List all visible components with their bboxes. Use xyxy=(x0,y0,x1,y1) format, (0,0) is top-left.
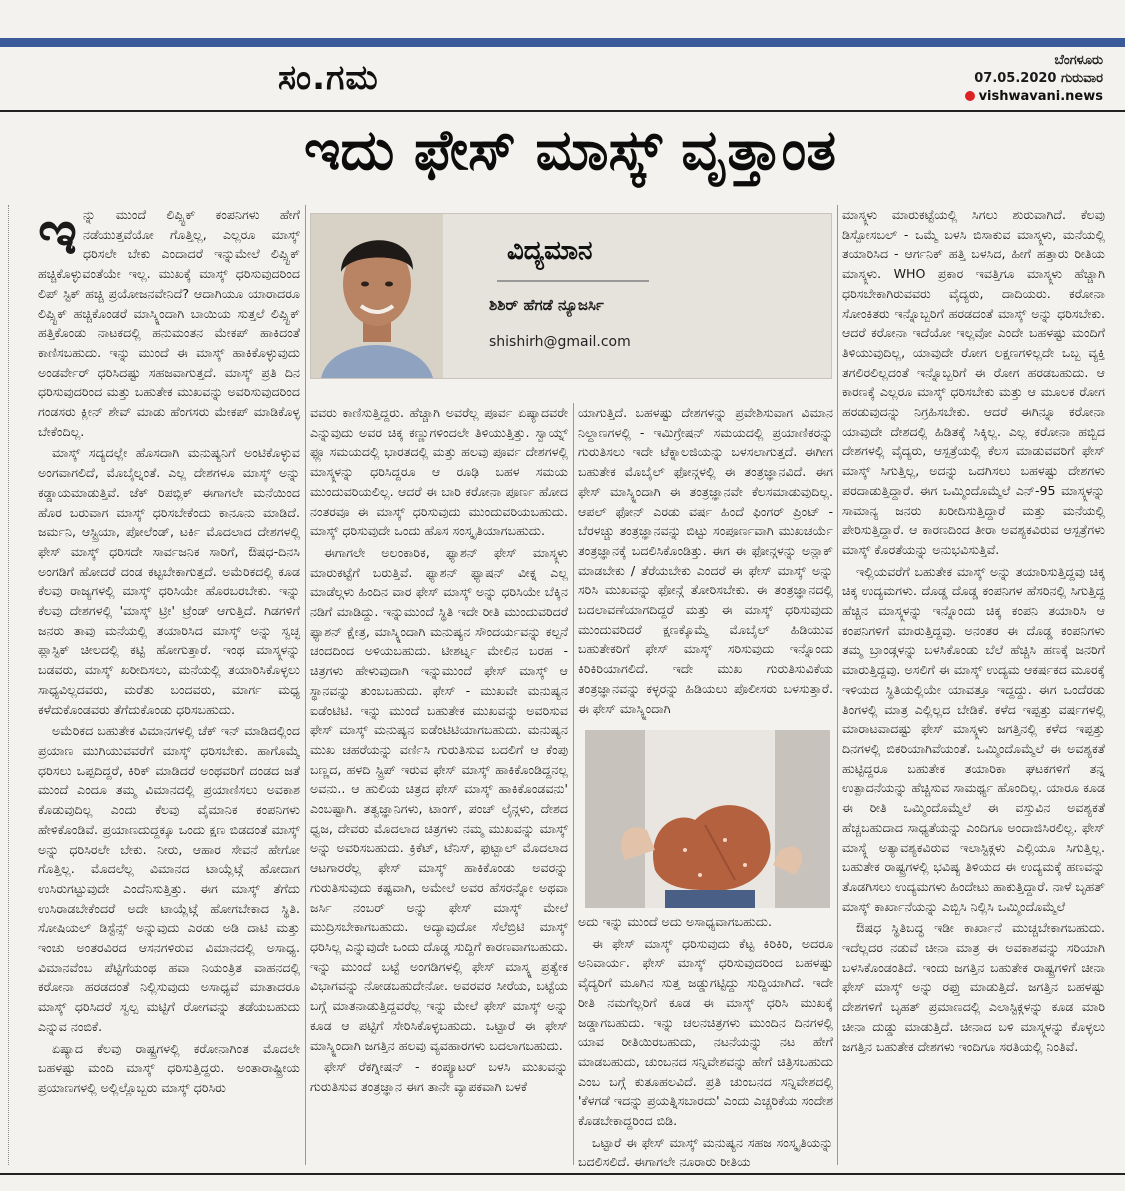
section-name: ಸಂ.ಗಮ xyxy=(278,58,379,98)
article-paragraph: ಈ ಫೇಸ್ ಮಾಸ್ಕ್ ಧರಿಸುವುದು ಕೆಟ್ಟ ಕಿರಿಕಿರಿ, ಅದರೂ ಅನಿವಾರ್ಯ. ಫೇಸ್ ಮಾಸ್ಕ್ ಧರಿಸುವುದರಿಂದ ಬಹಳಷ್ಟು ವೈದ್ಯರಿಗೆ ಮೂಗಿನ ಸುತ್ತ ಜಡ್ಡುಗಟ್ಟಿದ್ದು ಸುದ್ದಿಯಾಗಿದೆ. ಇದೇ ರೀತಿ ನಮಗೆಲ್ಲರಿಗೆ ಕೂಡ ಈ ಮಾಸ್ಕ್ ಧರಿಸಿ ಮುಖಕ್ಕೆ ಜಡ್ಡಾಗಬಹುದು. ಇನ್ನು ಚಲನಚಿತ್ರಗಳು ಮುಂದಿನ ದಿನಗಳಲ್ಲಿ ಯಾವ ರೀತಿಯಿರಬಹುದು, ನಟನೆಯನ್ನು ನಟ ಹೇಗೆ ಮಾಡಬಹುದು, ಚುಂಬನದ ಸನ್ನಿವೇಶವನ್ನು ಹೇಗೆ ಚಿತ್ರಿಸಬಹುದು ಎಂಬ ಬಗ್ಗೆ ಕುತೂಹಲವಿದೆ. ಪ್ರತಿ ಚುಂಬನದ ಸನ್ನಿವೇಶದಲ್ಲಿ 'ಕೆಳಗಡೆ ಇದನ್ನು ಪ್ರಯತ್ನಿಸಬಾರದು' ಎಂದು ಎಚ್ಚರಿಕೆಯ ಸಂದೇಶ ಕೊಡಬೇಕಾದ್ದರಿಂದ ಬಿಡಿ. xyxy=(578,935,833,1129)
column-divider xyxy=(573,403,574,1165)
article-paragraph: ಏಷ್ಯಾದ ಕೆಲವು ರಾಷ್ಟ್ರಗಳಲ್ಲಿ ಕರೋನಾಗಿಂತ ಮೊದಲೇ ಬಹಳಷ್ಟು ಮಂದಿ ಮಾಸ್ಕ್ ಧರಿಸುತ್ತಿದ್ದರು. ಅಂತಾರಾಷ್ಟ್ರೀಯ ಪ್ರಯಾಣಗಳಲ್ಲಿ ಅಲ್ಲಿಲ್ಲೊಬ್ಬರು ಮಾಸ್ಕ್ ಧರಿಸಿರು xyxy=(38,1040,300,1095)
article-paragraph: ಇಲ್ಲಿಯವರೆಗೆ ಬಹುತೇಕ ಮಾಸ್ಕ್ ಅನ್ನು ತಯಾರಿಸುತ್ತಿದ್ದವು ಚಿಕ್ಕ ಚಿಕ್ಕ ಉದ್ಯಮಗಳು. ದೊಡ್ಡ ದೊಡ್ಡ ಕಂಪನಿಗಳ ಹೆಸರಿನಲ್ಲಿ ಸಿಗುತ್ತಿದ್ದ ಹೆಚ್ಚಿನ ಮಾಸ್ಕ್ಗಳನ್ನು ಇನ್ನೊಂದು ಚಿಕ್ಕ ಕಂಪನಿ ತಯಾರಿಸಿ ಆ ಕಂಪನಿಗಳಿಗೆ ಮಾರುತ್ತಿದ್ದವು. ಅನಂತರ ಈ ದೊಡ್ಡ ಕಂಪನಿಗಳು ತಮ್ಮ ಬ್ರಾಂಡ್ಗಳನ್ನು ಬಳಸಿಕೊಂಡು ಬೆಲೆ ಹೆಚ್ಚಿಸಿ ಹಣಕ್ಕೆ ಜನರಿಗೆ ಮಾರುತ್ತಿದ್ದವು. ಅಸಲಿಗೆ ಈ ಮಾಸ್ಕ್ ಉದ್ಯಮ ಆಕರ್ಷಕದ ಮೂರಕ್ಕೆ ಇಳಿಯದ ಸ್ಥಿತಿಯಲ್ಲಿಯೇ ಯಾವತ್ತೂ ಇದ್ದದ್ದು. ಈಗ ಒಂದೆರಡು ತಿಂಗಳಲ್ಲಿ ಮಾತ್ರ ಎಲ್ಲಿಲ್ಲದ ಬೇಡಿಕೆ. ಕಳೆದ ಇಪ್ಪತ್ತು ವರ್ಷಗಳಲ್ಲಿ ಮಾರಾಟವಾದಷ್ಟು ಫೇಸ್ ಮಾಸ್ಕ್ಗಳು ಜಗತ್ತಿನಲ್ಲಿ ಕಳೆದ ಇಪ್ಪತ್ತು ದಿನಗಳಲ್ಲಿ ಬಿಕರಿಯಾಗಿವೆಯಂತೆ. ಒಮ್ಮಿಂದೊಮ್ಮೆಲೆ ಈ ಅವಶ್ಯಕತೆ ಹುಟ್ಟಿದ್ದರೂ ಬಹುತೇಕ ತಯಾರಿಕಾ ಘಟಕಗಳಿಗೆ ತನ್ನ ಉತ್ಪಾದನೆಯನ್ನು ಹೆಚ್ಚಿಸುವ ಸಾಮರ್ಥ್ಯ ಹೊಂದಿಲ್ಲ. ಯಾರೂ ಕೂಡ ಈ ರೀತಿ ಒಮ್ಮಿಂದೊಮ್ಮೆಲೆ ಈ ವಸ್ತುವಿನ ಅವಶ್ಯಕತೆ ಹೆಚ್ಚಬಹುದಾದ ಸಾಧ್ಯತೆಯನ್ನು ಎಂದಿಗೂ ಅಂದಾಜಿಸಿರಲಿಲ್ಲ. ಫೇಸ್ ಮಾಸ್ಕ್ಗೆ ಅತ್ಯಾವಶ್ಯಕವಿರುವ ಇಲಾಸ್ಟಿಕ್ಗಳು ಎಲ್ಲಿಯೂ ಸಿಗುತ್ತಿಲ್ಲ. ಬಹುತೇಕ ರಾಷ್ಟ್ರಗಳಲ್ಲಿ ಭವಿಷ್ಯ ತಿಳಿಯದ ಈ ಉದ್ಯಮಕ್ಕೆ ಹಣವನ್ನು ತೊಡಗಿಸಲು ಉದ್ಯಮಗಳು ಹಿಂದೇಟು ಹಾಕುತ್ತಿದ್ದಾರೆ. ನಾಳೆ ಬೃಹತ್ ಮಾಸ್ಕ್ ಕಾರ್ಖಾನೆಯನ್ನು ಎಬ್ಬಿಸಿ ನಿಲ್ಲಿಸಿ ಒಮ್ಮಿಂದೊಮ್ಮೆಲೆ xyxy=(842,563,1105,914)
site-link[interactable] xyxy=(965,88,1103,106)
article-paragraph: ಯಾಗುತ್ತಿದೆ. ಬಹಳಷ್ಟು ದೇಶಗಳನ್ನು ಪ್ರವೇಶಿಸುವಾಗ ವಿಮಾನ ನಿಲ್ದಾಣಗಳಲ್ಲಿ - ಇಮಿಗ್ರೇಷನ್ ಸಮಯದಲ್ಲಿ ಪ್ರಯಾಣಿಕರನ್ನು ಗುರುತಿಸಲು ಇದೇ ಟೆಕ್ನಾಲಜಿಯನ್ನು ಬಳಸಲಾಗುತ್ತದೆ. ಈಗೀಗ ಬಹುತೇಕ ಮೊಬೈಲ್ ಫೋನ್ಗಳಲ್ಲಿ ಈ ತಂತ್ರಜ್ಞಾನವಿದೆ. ಈಗ ಫೇಸ್ ಮಾಸ್ಕ್ನಿಂದಾಗಿ ಈ ತಂತ್ರಜ್ಞಾನವೇ ಕೆಲಸಮಾಡುವುದಿಲ್ಲ. ಆಪಲ್ ಫೋನ್ ಎರಡು ವರ್ಷ ಹಿಂದೆ ಫಿಂಗರ್ ಪ್ರಿಂಟ್ - ಬೆರಳಚ್ಚು ತಂತ್ರಜ್ಞಾನವನ್ನು ಬಿಟ್ಟು ಸಂಪೂರ್ಣವಾಗಿ ಮುಖಚರ್ಯೆ ತಂತ್ರಜ್ಞಾನಕ್ಕೆ ಬದಲಿಸಿಕೊಂಡಿತ್ತು. ಈಗ ಈ ಫೋನ್ಗಳನ್ನು ಅನ್ಲಾಕ್ ಮಾಡಬೇಕು / ತೆರೆಯಬೇಕು ಎಂದರೆ ಈ ಫೇಸ್ ಮಾಸ್ಕ್ ಅನ್ನು ಸರಿಸಿ ಮುಖವನ್ನು ಫೋನ್ಗೆ ತೋರಿಸಬೇಕು. ಈ ತಂತ್ರಜ್ಞಾನದಲ್ಲಿ ಬದಲಾವಣೆಯಾಗದಿದ್ದರೆ ಮತ್ತು ಈ ಮಾಸ್ಕ್ ಧರಿಸುವುದು ಮುಂದುವರಿದರೆ ಕ್ಷಣಕ್ಕೊಮ್ಮೆ ಮೊಬೈಲ್ ಹಿಡಿಯುವ ಬಹುತೇಕರಿಗೆ ಫೇಸ್ ಮಾಸ್ಕ್ ಸರಿಸುವುದು ಇನ್ನೊಂದು ಕಿರಿಕಿರಿಯಾಗಲಿದೆ. ಇದೇ ಮುಖ ಗುರುತಿಸುವಿಕೆಯ ತಂತ್ರಜ್ಞಾನವನ್ನು ಕಳ್ಳರನ್ನು ಹಿಡಿಯಲು ಪೊಲೀಸರು ಬಳಸುತ್ತಾರೆ. ಈ ಫೇಸ್ ಮಾಸ್ಕ್ನಿಂದಾಗಿ xyxy=(578,405,833,716)
article-column-3-top xyxy=(578,403,833,721)
article-column-3-bottom xyxy=(578,912,833,1172)
column-name-underline xyxy=(497,280,649,282)
article-paragraph: ವವರು ಕಾಣಿಸುತ್ತಿದ್ದರು. ಹೆಚ್ಚಾಗಿ ಅವರೆಲ್ಲ ಪೂರ್ವ ಏಷ್ಯಾದವರೇ ಎನ್ನುವುದು ಅವರ ಚಿಕ್ಕ ಕಣ್ಣುಗಳಿಂದಲೇ ತಿಳಿಯುತ್ತಿತ್ತು. ಸ್ವಾಯ್ನ್ ಫ್ಲೂ ಸಮಯದಲ್ಲಿ ಭಾರತದಲ್ಲಿ ಮತ್ತು ಹಲವು ಪೂರ್ವ ದೇಶಗಳಲ್ಲಿ ಮಾಸ್ಕ್ಗಳನ್ನು ಧರಿಸಿದ್ದರೂ ಆ ರೂಢಿ ಬಹಳ ಸಮಯ ಮುಂದುವರಿಯಲಿಲ್ಲ. ಆದರೆ ಈ ಬಾರಿ ಕರೋನಾ ಪೂರ್ಣ ಹೋದ ನಂತರವೂ ಈ ಮಾಸ್ಕ್ ಧರಿಸುವುದು ಮುಂದುವರಿಯಬಹುದು. ಮಾಸ್ಕ್ ಧರಿಸುವುದೇ ಒಂದು ಹೊಸ ಸಂಸ್ಕೃತಿಯಾಗಬಹುದು. xyxy=(310,405,568,539)
article-column-4 xyxy=(842,205,1105,1165)
article-paragraph: ಮಾಸ್ಕ್ ಸದ್ಯದಲ್ಲೇ ಹೊಸದಾಗಿ ಮನುಷ್ಯನಿಗೆ ಅಂಟಿಕೊಳ್ಳುವ ಅಂಗವಾಗಲಿದೆ, ಮೊಬೈಲ್ನಂತೆ. ಎಲ್ಲ ದೇಶಗಳೂ ಮಾಸ್ಕ್ ಅನ್ನು ಕಡ್ಡಾಯಮಾಡುತ್ತಿವೆ. ಜೆಕ್ ರಿಪಬ್ಲಿಕ್ ಈಗಾಗಲೇ ಮನೆಯಿಂದ ಹೊರ ಬರುವಾಗ ಮಾಸ್ಕ್ ಧರಿಸಬೇಕೆಂದು ಕಾನೂನು ಮಾಡಿದೆ. ಜರ್ಮನಿ, ಆಸ್ಟ್ರಿಯಾ, ಪೋಲೆಂಡ್, ಟರ್ಕಿ ಮೊದಲಾದ ದೇಶಗಳಲ್ಲಿ ಫೇಸ್ ಮಾಸ್ಕ್ ಧರಿಸದೇ ಸಾರ್ವಜನಿಕ ಸಾರಿಗೆ, ಔಷಧ-ದಿನಸಿ ಅಂಗಡಿಗೆ ಹೋದರೆ ದಂಡ ಕಟ್ಟಬೇಕಾಗುತ್ತದೆ. ಅಮೆರಿಕದಲ್ಲಿ ಕೂಡ ಕೆಲವು ರಾಜ್ಯಗಳಲ್ಲಿ ಮಾಸ್ಕ್ ಧರಿಸಿಯೇ ಹೊರಬರಬೇಕು. ಇನ್ನು ಕೆಲವು ದೇಶಗಳಲ್ಲಿ 'ಮಾಸ್ಕ್ ಟ್ರೀ' ಟ್ರೆಂಡ್ ಆಗುತ್ತಿದೆ. ಗಿಡಗಳಿಗೆ ಜನರು ತಾವು ಮನೆಯಲ್ಲಿ ತಯಾರಿಸಿದ ಮಾಸ್ಕ್ ಅನ್ನು ಸ್ವಚ್ಛ ಪ್ಲಾಸ್ಟಿಕ್ ಚೀಲದಲ್ಲಿ ಕಟ್ಟಿ ಹೋಗುತ್ತಾರೆ. ಇಂಥ ಮಾಸ್ಕ್ಗಳನ್ನು ಬಡವರು, ಮಾಸ್ಕ್ ಖರೀದಿಸಲು, ಮನೆಯಲ್ಲಿ ತಯಾರಿಸಿಕೊಳ್ಳಲು ಸಾಧ್ಯವಿಲ್ಲದವರು, ಮರೆತು ಬಂದವರು, ಮಾರ್ಗ ಮಧ್ಯ ಕಳೆದುಕೊಂಡವರು ತೆಗೆದುಕೊಂಡು ಧರಿಸಬಹುದು. xyxy=(38,445,300,717)
headline: ಇದು ಫೇಸ್ ಮಾಸ್ಕ್ ವೃತ್ತಾಂತ xyxy=(303,118,837,183)
article-paragraph: ಅದು ಇನ್ನು ಮುಂದೆ ಅದು ಅಸಾಧ್ಯವಾಗಬಹುದು. xyxy=(578,914,773,929)
article-paragraph: ಈಗಾಗಲೇ ಅಲಂಕಾರಿಕ, ಫ್ಯಾಶನ್ ಫೇಸ್ ಮಾಸ್ಕ್ಗಳು ಮಾರುಕಟ್ಟೆಗೆ ಬರುತ್ತಿವೆ. ಫ್ಯಾಶನ್ ಫ್ಯಾಷನ್ ವೀಕ್ನ ಎಲ್ಲ ಮಾಡೆಲ್ಗಳು ಹಿಂದಿನ ವಾರ ಫೇಸ್ ಮಾಸ್ಕ್ ಅನ್ನು ಧರಿಸಿಯೇ ಬೆಕ್ಕಿನ ನಡಿಗೆ ಮಾಡಿದ್ದು. ಇನ್ನುಮುಂದೆ ಸ್ಥಿತಿ ಇದೇ ರೀತಿ ಮುಂದುವರಿದರೆ ಫ್ಯಾಶನ್ ಕ್ಷೇತ್ರ, ಮಾಸ್ಕ್ನಿಂದಾಗಿ ಮನುಷ್ಯನ ಸೌಂದರ್ಯವನ್ನು ಕಲ್ಪನೆ ಚಂದದಿಂದ ಅಳಿಯಬಹುದು. ಟೀಶರ್ಟ್ನ ಮೇಲಿನ ಬರಹ - ಚಿತ್ರಗಳು ಹೇಳುವುದಾಗಿ ಇನ್ನುಮುಂದೆ ಫೇಸ್ ಮಾಸ್ಕ್ ಆ ಸ್ಥಾನವನ್ನು ತುಂಬಬಹುದು. ಫೇಸ್ - ಮುಖವೇ ಮನುಷ್ಯನ ಐಡೆಂಟಿಟಿ. ಇನ್ನು ಮುಂದೆ ಬಹುತೇಕ ಮುಖವನ್ನು ಅವರಿಸುವ ಫೇಸ್ ಮಾಸ್ಕ್ ಮನುಷ್ಯನ ಐಡೆಂಟಿಟಿಯಾಗಬಹುದು. ಮನುಷ್ಯನ ಮುಖ ಚಹರೆಯನ್ನು ವರ್ಣಿಸಿ ಗುರುತಿಸುವ ಬದಲಿಗೆ ಆ ಕೆಂಪು ಬಣ್ಣದ, ಹಳದಿ ಸ್ಟ್ರಿಪ್ ಇರುವ ಫೇಸ್ ಮಾಸ್ಕ್ ಹಾಕಿಕೊಂಡಿದ್ದನಲ್ಲ ಅವನು.. ಆ ಹುಲಿಯ ಚಿತ್ರದ ಫೇಸ್ ಮಾಸ್ಕ್ ಹಾಕಿಕೊಂಡವನು' ಎಂಬಷ್ಟಾಗಿ. ತತ್ವಜ್ಞಾನಿಗಳು, ಟಾಂಗ್, ಪಂಚ್ ಲೈನ್ಗಳು, ದೇಶದ ಧ್ವಜ, ದೇವರು ಮೊದಲಾದ ಚಿತ್ರಗಳು ನಮ್ಮ ಮುಖವನ್ನು ಮಾಸ್ಕ್ ಅನ್ನು ಅವರಿಸಬಹುದು. ಕ್ರಿಕೆಟ್, ಟೆನಿಸ್, ಫುಟ್ಬಾಲ್ ಮೊದಲಾದ ಆಟಗಾರರೆಲ್ಲ ಫೇಸ್ ಮಾಸ್ಕ್ ಹಾಕಿಕೊಂಡು ಅವರನ್ನು ಗುರುತಿಸುವುದು ಕಷ್ಟವಾಗಿ, ಅಮೇಲೆ ಅವರ ಹೆಸರನ್ನೋ ಅಥವಾ ಜರ್ಸಿ ನಂಬರ್ ಅನ್ನು ಫೇಸ್ ಮಾಸ್ಕ್ ಮೇಲೆ ಮುದ್ರಿಸಬೇಕಾಗಬಹುದು. ಅದ್ಯಾವುದೋ ಸೆಲೆಬ್ರಿಟಿ ಮಾಸ್ಕ್ ಧರಿಸಿಲ್ಲ ಎನ್ನುವುದೇ ಒಂದು ದೊಡ್ಡ ಸುದ್ದಿಗೆ ಕಾರಣವಾಗಬಹುದು. ಇನ್ನು ಮುಂದೆ ಬಟ್ಟೆ ಅಂಗಡಿಗಳಲ್ಲಿ ಫೇಸ್ ಮಾಸ್ಕ್ನ ಪ್ರತ್ಯೇಕ ವಿಭಾಗವನ್ನು ನೋಡಬಹುದೇನೋ. ಅವರವರ ಸೀರೆಯ, ಬಟ್ಟೆಯ ಬಗ್ಗೆ ಮಾತನಾಡುತ್ತಿದ್ದವರೆಲ್ಲ ಇನ್ನು ಮೇಲೆ ಫೇಸ್ ಮಾಸ್ಕ್ ಅನ್ನು ಕೂಡ ಆ ಪಟ್ಟಿಗೆ ಸೇರಿಸಿಕೊಳ್ಳಬಹುದು. ಒಟ್ಟಾರೆ ಈ ಫೇಸ್ ಮಾಸ್ಕ್ನಿಂದಾಗಿ ಜಗತ್ತಿನ ಹಲವು ವ್ಯವಹಾರಗಳು ಬದಲಾಗಬಹುದು. xyxy=(310,544,568,1053)
article-paragraph: ಒಟ್ಟಾರೆ ಈ ಫೇಸ್ ಮಾಸ್ಕ್ ಮನುಷ್ಯನ ಸಹಜ ಸಂಸ್ಕೃತಿಯನ್ನು ಬದಲಿಸಲಿದೆ. ಈಗಾಗಲೇ ನೂರಾರು ರೀತಿಯ xyxy=(578,1134,833,1170)
header-divider xyxy=(0,110,1125,112)
author-portrait xyxy=(311,214,443,378)
masthead-meta xyxy=(965,52,1103,106)
city-label: ಬೆಂಗಳೂರು xyxy=(1054,53,1103,68)
adjacent-page-edge xyxy=(0,205,9,1165)
date-label: 07.05.2020 ಗುರುವಾರ xyxy=(974,71,1103,86)
top-color-bar xyxy=(0,38,1125,47)
face-mask-photo xyxy=(585,730,830,908)
article-paragraph: ಮಾಸ್ಕ್ಗಳು ಮಾರುಕಟ್ಟೆಯಲ್ಲಿ ಸಿಗಲು ಶುರುವಾಗಿದೆ. ಕೆಲವು ಡಿಸ್ಪೋಸಬಲ್ - ಒಮ್ಮೆ ಬಳಸಿ ಬಿಸಾಕುವ ಮಾಸ್ಕ್ಗಳು, ಮನೆಯಲ್ಲಿ ತಯಾರಿಸಿದ - ಆರ್ಗನಿಕ್ ಹತ್ತಿ ಬಳಸಿದ, ಹೀಗೆ ಹತ್ತಾರು ರೀತಿಯ ಮಾಸ್ಕ್ಗಳು. WHO ಪ್ರಕಾರ ಇವತ್ತಿಗೂ ಮಾಸ್ಕ್ಗಳು ಹೆಚ್ಚಾಗಿ ಧರಿಸಬೇಕಾಗಿರುವವರು ವೈದ್ಯರು, ದಾದಿಯರು. ಕರೋನಾ ಸೋಂಕಿತರು ಇನ್ನೊಬ್ಬರಿಗೆ ಹರಡದಂತೆ ಮಾಸ್ಕ್ ಅನ್ನು ಧರಿಸಬೇಕು. ಆದರೆ ಕರೋನಾ ಇದೆಯೋ ಇಲ್ಲವೋ ಎಂದೇ ಬಹಳಷ್ಟು ಮಂದಿಗೆ ತಿಳಿಯುವುದಿಲ್ಲ, ಯಾವುದೇ ರೋಗ ಲಕ್ಷಣಗಳಿಲ್ಲದೇ ಒಬ್ಬ ವ್ಯಕ್ತಿ ತಗಲಿರಲಿಲ್ಲದಂತೆ ಇನ್ನೊಬ್ಬರಿಗೆ ಈ ರೋಗ ಹರಡಬಹುದು. ಆ ಕಾರಣಕ್ಕೆ ಎಲ್ಲರೂ ಮಾಸ್ಕ್ ಧರಿಸಬೇಕು ಮತ್ತು ಆ ಮೂಲಕ ರೋಗ ಹರಡುವುದನ್ನು ನಿಗ್ರಹಿಸಬೇಕು. ಆದರೆ ಈಗಿನ್ನೂ ಕರೋನಾ ಯಾವುದೇ ದೇಶದಲ್ಲಿ ಹಿಡಿತಕ್ಕೆ ಸಿಕ್ಕಿಲ್ಲ. ಎಲ್ಲ ಕರೋನಾ ಹಬ್ಬಿದ ದೇಶಗಳಲ್ಲಿ ವೈದ್ಯರು, ಆಸ್ಪತ್ರೆಯಲ್ಲಿ ಕೆಲಸ ಮಾಡುವವರಿಗೆ ಫೇಸ್ ಮಾಸ್ಕ್ ಸಿಗುತ್ತಿಲ್ಲ, ಅದನ್ನು ಒದಗಿಸಲು ಬಹಳಷ್ಟು ದೇಶಗಳು ಪರದಾಡುತ್ತಿದ್ದಾರೆ. ಈಗ ಒಮ್ಮಿಂದೊಮ್ಮೆಲೆ ಎನ್-95 ಮಾಸ್ಕ್ಗಳನ್ನು ಸಾಮಾನ್ಯ ಜನರು ಖರೀದಿಸುತ್ತಿದ್ದಾರೆ ಮತ್ತು ಮನೆಯಲ್ಲಿ ಪೇರಿಸುತ್ತಿದ್ದಾರೆ. ಆ ಕಾರಣದಿಂದ ತೀರಾ ಅವಶ್ಯಕವಿರುವ ಆಸ್ಪತ್ರೆಗಳು ಮಾಸ್ಕ್ ಕೊರತೆಯನ್ನು ಅನುಭವಿಸುತ್ತಿವೆ. xyxy=(842,207,1105,557)
column-divider xyxy=(837,205,838,1165)
article-paragraph: ಅಮೆರಿಕದ ಬಹುತೇಕ ವಿಮಾನಗಳಲ್ಲಿ ಚೆಕ್ ಇನ್ ಮಾಡಿದಲ್ಲಿಂದ ಪ್ರಯಾಣ ಮುಗಿಯುವವರೆಗೆ ಮಾಸ್ಕ್ ಧರಿಸಬೇಕು. ಹಾಗೊಮ್ಮೆ ಧರಿಸಲು ಒಪ್ಪದಿದ್ದರೆ, ಕಿರಿಕ್ ಮಾಡಿದರೆ ಅಂಥವರಿಗೆ ದಂಡದ ಜತೆ ಮುಂದೆ ಎಂದೂ ತಮ್ಮ ವಿಮಾನದಲ್ಲಿ ಪ್ರಯಾಣಿಸಲು ಅವಕಾಶ ಕೊಡುವುದಿಲ್ಲ ಎಂದು ಕೆಲವು ವೈಮಾನಿಕ ಕಂಪನಿಗಳು ಹೇಳಿಕೊಂಡಿವೆ. ಪ್ರಯಾಣದುದ್ದಕ್ಕೂ ಒಂದು ಕ್ಷಣ ಬಿಡದಂತೆ ಮಾಸ್ಕ್ ಅನ್ನು ಧರಿಸಿರಲೇ ಬೇಕು. ನೀರು, ಆಹಾರ ಸೇವನೆ ಹೇಗೋ ಗೊತ್ತಿಲ್ಲ. ಮೊದಲೆಲ್ಲ ವಿಮಾನದ ಟಾಯ್ಲೆಟ್ಗೆ ಹೋದಾಗ ಉಸಿರುಗಟ್ಟುವುದೇ ಎಂದೆನಿಸುತ್ತಿತ್ತು. ಈಗ ಮಾಸ್ಕ್ ತೆಗೆದು ಉಸಿರಾಡಬೇಕೆಂದರೆ ಅದೇ ಟಾಯ್ಲೆಟ್ಗೆ ಹೋಗಬೇಕಾದ ಸ್ಥಿತಿ. ಸೋಷಿಯಲ್ ಡಿಸ್ಟೆನ್ಸ್ ಅನ್ನುವುದು ಎರಡು ಅಡಿ ದಾಟಿ ಮತ್ತು ಇಂಚು ಅಂತರವಿರದ ಆಸನಗಳಿರುವ ವಿಮಾನದಲ್ಲಿ ಅಸಾಧ್ಯ. ವಿಮಾನವೆಂಬ ಪೆಟ್ಟಿಗೆಯಂಥ ಹವಾ ನಿಯಂತ್ರಿತ ವಾಹನದಲ್ಲಿ ಕರೋನಾ ಹರಡದಂತೆ ನಿಲ್ಲಿಸುವುದು ಅಸಾಧ್ಯವೆ ಮಾತಾದರೂ ಮಾಸ್ಕ್ ಧರಿಸಿದರೆ ಸ್ವಲ್ಪ ಮಟ್ಟಿಗೆ ರೋಗವನ್ನು ತಡೆಯಬಹುದು ಎನ್ನುವ ನಂಬಿಕೆ. xyxy=(38,723,300,1034)
column-divider xyxy=(305,205,306,1165)
article-column-2 xyxy=(310,403,568,1165)
column-name: ವಿದ್ಯಮಾನ xyxy=(507,236,593,266)
article-paragraph: ಇನ್ನು ಮುಂದೆ ಲಿಪ್ಸ್ಟಿಕ್ ಕಂಪನಿಗಳು ಹೇಗೆ ನಡೆಯುತ್ತವೆಯೋ ಗೊತ್ತಿಲ್ಲ, ಎಲ್ಲರೂ ಮಾಸ್ಕ್ ಧರಿಸಲೇ ಬೇಕು ಎಂದಾದರೆ ಇನ್ನುಮೇಲೆ ಲಿಪ್ಸ್ಟಿಕ್ ಹಚ್ಚಿಕೊಳ್ಳುವಂತೆಯೇ ಇಲ್ಲ. ಮುಖಕ್ಕೆ ಮಾಸ್ಕ್ ಧರಿಸುವುದರಿಂದ ಲಿಪ್ ಸ್ಟಿಕ್ ಹಚ್ಚಿ ಪ್ರಯೋಜನವೇನಿದೆ? ಆದಾಗಿಯೂ ಯಾರಾದರೂ ಲಿಪ್ಸ್ಟಿಕ್ ಹಚ್ಚಿಕೊಂಡರೆ ಮಾಸ್ಕ್ನಿಂದಾಗಿ ಬಾಯಿಯ ಸುತ್ತಲೆ ಲಿಪ್ಸ್ಟಿಕ್ ಹತ್ತಿಕೊಂಡು ನಾಟಕದಲ್ಲಿ ಹನುಮಂತನ ಮೇಕಪ್ ಹಾಕಿದಂತೆ ಕಾಣಿಸಬಹುದು. ಇನ್ನು ಮುಂದೆ ಈ ಮಾಸ್ಕ್ ಹಾಕಿಕೊಳ್ಳುವುದು ಅಂಡರ್ವೇರ್ ಧರಿಸಿದಷ್ಟು ಸಹಜವಾಗುತ್ತದೆ. ಮಾಸ್ಕ್ ಪ್ರತಿ ದಿನ ಧರಿಸುವುದರಿಂದ ಮತ್ತು ಬಹುತೇಕ ಮುಖವನ್ನು ಅವರಿಸುವುದರಿಂದ ಗಂಡಸರು ಕ್ಲೀನ್ ಶೇವ್ ಮಾಡು ಹೆಂಗಸರು ಮೇಕಪ್ ಮಾಡಿಕೊಳ್ಳ ಬೇಕೆಂದಿಲ್ಲ. xyxy=(38,205,300,439)
author-email[interactable]: shishirh@gmail.com xyxy=(489,334,631,350)
article-column-1 xyxy=(38,205,300,1165)
article-paragraph: ಔಷಧ ಸ್ಥಿತಿಬದ್ಧ ಇಡೀ ಕಾರ್ಖಾನೆ ಮುಚ್ಚಬೇಕಾಗಬಹುದು. ಇದೆಲ್ಲದರ ನಡುವೆ ಚೀನಾ ಮಾತ್ರ ಈ ಅವಕಾಶವನ್ನು ಸರಿಯಾಗಿ ಬಳಸಿಕೊಂಡಂತಿದೆ. ಇಂದು ಜಗತ್ತಿನ ಬಹುತೇಕ ರಾಷ್ಟ್ರಗಳಿಗೆ ಚೀನಾ ಫೇಸ್ ಮಾಸ್ಕ್ ಅನ್ನು ರಫ್ತು ಮಾಡುತ್ತಿದೆ. ಜಗತ್ತಿನ ಬಹಳಷ್ಟು ದೇಶಗಳಿಗೆ ಬೃಹತ್ ಪ್ರಮಾಣದಲ್ಲಿ ಎಲಾಸ್ಟಿಕ್ಗಳನ್ನು ಕೂಡ ಮಾರಿ ಚೀನಾ ದುಡ್ಡು ಮಾಡುತ್ತಿದೆ. ಚೀನಾದ ಬಳಿ ಮಾಸ್ಕ್ಗಳನ್ನು ಕೊಳ್ಳಲು ಜಗತ್ತಿನ ಬಹುತೇಕ ದೇಶಗಳು ಇಂದಿಗೂ ಸರತಿಯಲ್ಲಿ ನಿಂತಿವೆ. xyxy=(842,920,1105,1054)
article-paragraph: ಫೇಸ್ ರೆಕಗ್ನೀಷನ್ - ಕಂಪ್ಯೂಟರ್ ಬಳಸಿ ಮುಖವನ್ನು ಗುರುತಿಸುವ ತಂತ್ರಜ್ಞಾನ ಈಗ ತಾನೇ ವ್ಯಾಪಕವಾಗಿ ಬಳಕೆ xyxy=(310,1059,568,1094)
author-byline: ಶಿಶಿರ್ ಹೆಗಡೆ ನ್ಯೂಜರ್ಸಿ xyxy=(489,296,604,314)
location-pin-icon xyxy=(965,91,975,101)
author-box xyxy=(310,213,832,379)
site-label: vishwavani.news xyxy=(978,89,1103,104)
drop-cap: ಇ xyxy=(38,205,77,268)
footer-divider xyxy=(0,1173,1125,1175)
